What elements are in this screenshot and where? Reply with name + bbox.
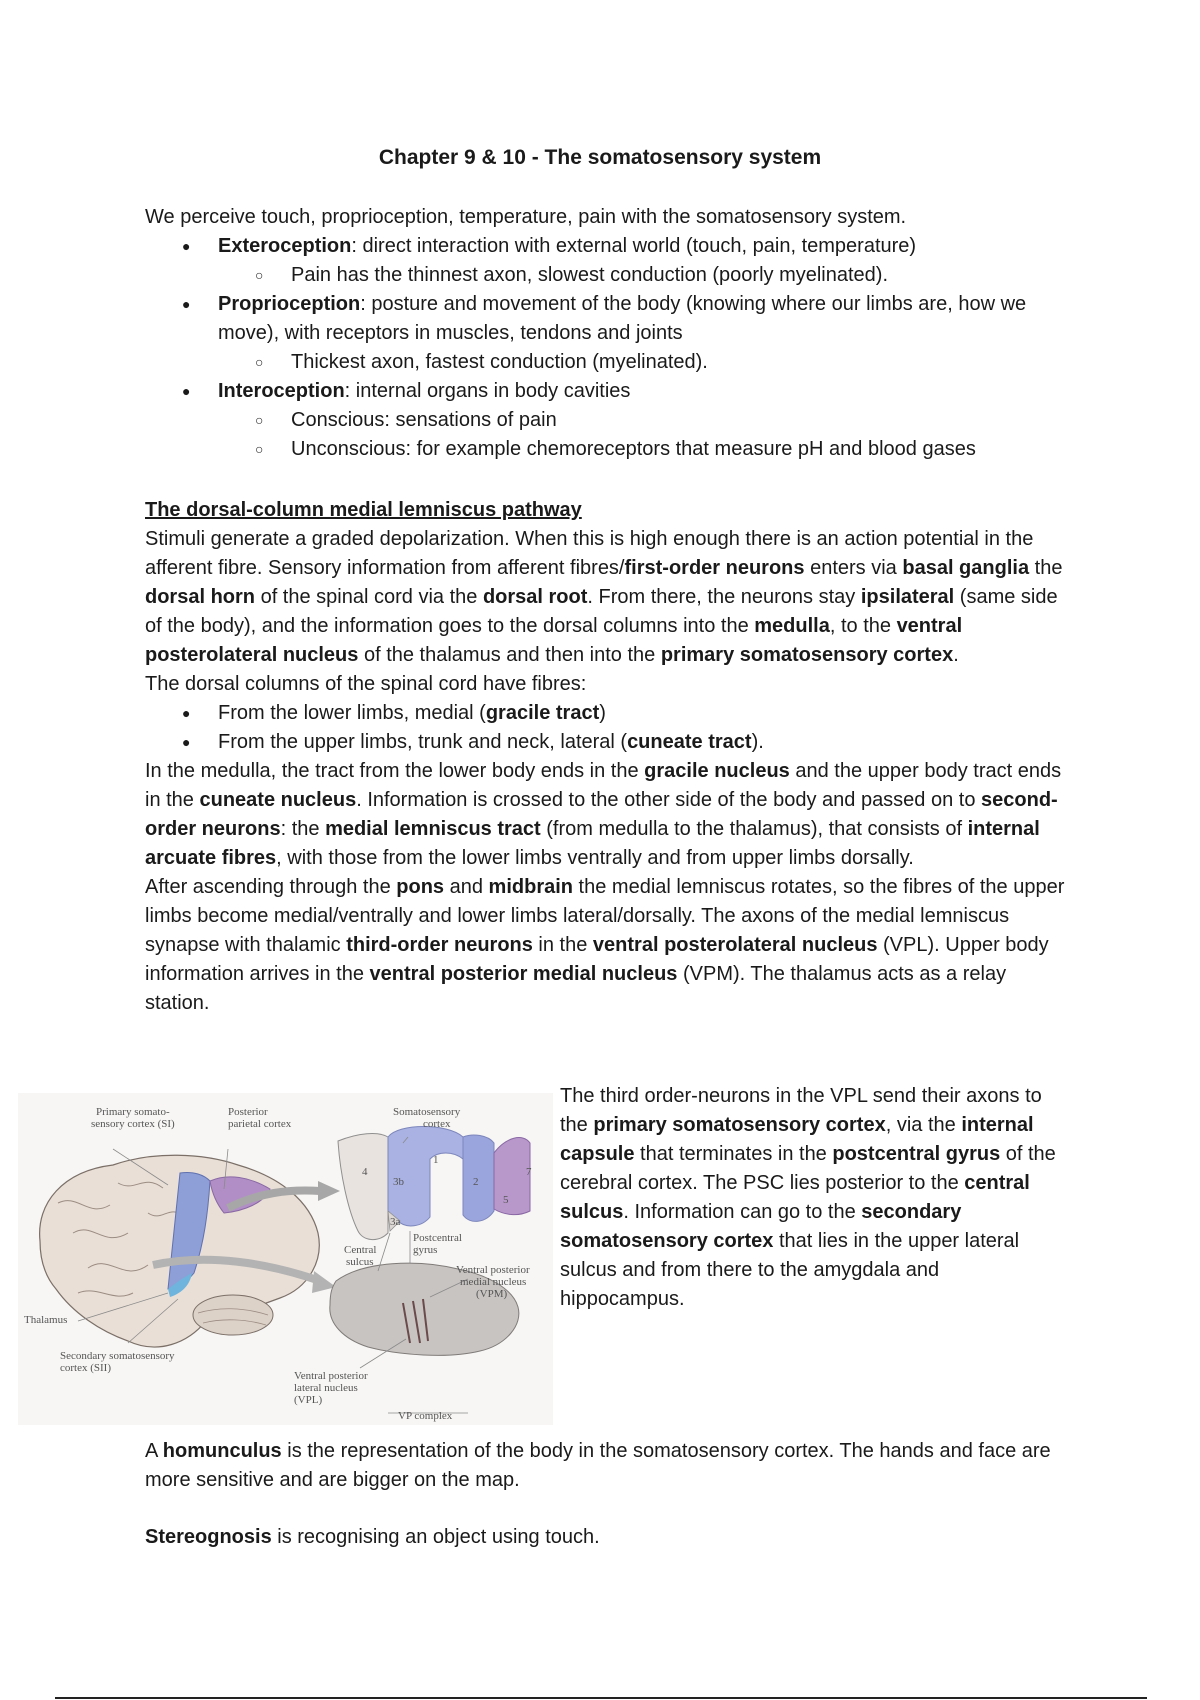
area-2-section bbox=[463, 1135, 494, 1221]
label-primary: Primary somato- bbox=[96, 1106, 170, 1118]
pathway-section bbox=[145, 496, 1065, 1018]
bold-term: ventral posterior medial nucleus bbox=[369, 963, 678, 985]
list-item bbox=[145, 290, 1065, 348]
text-run: From the upper limbs, trunk and neck, lateral ( bbox=[218, 731, 628, 753]
bold-term: dorsal root bbox=[482, 586, 588, 608]
text-run: the bbox=[1029, 557, 1063, 579]
label-vp-complex: VP complex bbox=[398, 1410, 453, 1422]
bold-term: gracile tract bbox=[485, 702, 600, 724]
text-run: of the thalamus and then into the bbox=[358, 644, 661, 666]
text-run: From the lower limbs, medial ( bbox=[218, 702, 486, 724]
label-vpl-2: lateral nucleus bbox=[294, 1382, 358, 1394]
area-5-7-section bbox=[494, 1138, 530, 1215]
label-postcentral-2: gyrus bbox=[413, 1244, 438, 1256]
list-subitem bbox=[145, 435, 1065, 464]
subitem-text: Thickest axon, fastest conduction (myelinated). bbox=[291, 351, 708, 373]
text-run: The third order-neurons in the VPL send their axons to the bbox=[560, 1085, 1042, 1136]
bold-term: postcentral gyrus bbox=[832, 1143, 1001, 1165]
text-run: and the upper body tract ends in the bbox=[145, 760, 1062, 811]
label-area-4: 4 bbox=[362, 1166, 368, 1178]
label-area-2: 2 bbox=[473, 1176, 479, 1188]
bold-term: central sulcus bbox=[560, 1172, 1030, 1223]
text-run: is the representation of the body in the somatosensory cortex. The hands and face are more sensitive and are bigger on the map. bbox=[145, 1440, 1051, 1491]
label-soma-2: cortex bbox=[423, 1118, 451, 1130]
pathway-paragraph-4 bbox=[145, 873, 1065, 1018]
text-run: (same side of the body), and the information goes to the dorsal columns into the bbox=[145, 586, 1058, 637]
pathway-paragraph-1 bbox=[145, 525, 1065, 670]
list-item-text: : internal organs in body cavities bbox=[344, 380, 631, 402]
intro-text: We perceive touch, proprioception, temperature, pain with the somatosensory system. bbox=[145, 206, 907, 228]
term-proprioception: Proprioception bbox=[218, 293, 361, 315]
bold-term: secondary somatosensory cortex bbox=[560, 1201, 962, 1252]
list-subitem bbox=[145, 406, 1065, 435]
label-secondary: Secondary somatosensory bbox=[60, 1350, 175, 1362]
label-posterior-2: parietal cortex bbox=[228, 1118, 292, 1130]
text-run: of the cerebral cortex. The PSC lies posterior to the bbox=[560, 1143, 1056, 1194]
bold-term: internal capsule bbox=[560, 1114, 1034, 1165]
label-primary-2: sensory cortex (SI) bbox=[91, 1118, 175, 1130]
text-run: (VPM). The thalamus acts as a relay station. bbox=[145, 963, 1007, 1014]
label-vpl: Ventral posterior bbox=[294, 1370, 368, 1382]
text-run: . bbox=[953, 644, 959, 666]
bold-term: ventral posterolateral nucleus bbox=[145, 615, 963, 666]
subitem-text: Conscious: sensations of pain bbox=[291, 409, 557, 431]
stereognosis-section bbox=[145, 1523, 1065, 1552]
text-run: (VPL). Upper body information arrives in the bbox=[145, 934, 1049, 985]
bold-term: ipsilateral bbox=[860, 586, 955, 608]
footer-rule bbox=[55, 1697, 1147, 1699]
bold-term: dorsal horn bbox=[145, 586, 256, 608]
homunculus-section bbox=[145, 1437, 1065, 1495]
text-run: that lies in the upper lateral sulcus and from there to the amygdala and hippocampus. bbox=[560, 1230, 1020, 1310]
vpl-paragraph bbox=[560, 1082, 1060, 1314]
list-item-text: : posture and movement of the body (knowing where our limbs are, how we move), with receptors in muscles, tendons and joints bbox=[218, 293, 1027, 344]
text-run: (from medulla to the thalamus), that consists of bbox=[540, 818, 968, 840]
text-run: that terminates in the bbox=[634, 1143, 833, 1165]
label-central-2: sulcus bbox=[346, 1256, 374, 1268]
label-soma: Somatosensory bbox=[393, 1106, 461, 1118]
text-run: . Information can go to the bbox=[623, 1201, 862, 1223]
pathway-paragraph-2: The dorsal columns of the spinal cord have fibres: bbox=[145, 673, 587, 695]
text-run: . From there, the neurons stay bbox=[587, 586, 861, 608]
label-central: Central bbox=[344, 1244, 377, 1256]
term-exteroception: Exteroception bbox=[218, 235, 352, 257]
stereognosis-paragraph bbox=[145, 1523, 1065, 1552]
list-item bbox=[145, 232, 1065, 261]
label-area-7: 7 bbox=[526, 1166, 532, 1178]
term-interoception: Interoception bbox=[218, 380, 345, 402]
text-run: . Information is crossed to the other side of the body and passed on to bbox=[356, 789, 982, 811]
list-item-text: : direct interaction with external world (touch, pain, temperature) bbox=[351, 235, 917, 257]
text-run: is recognising an object using touch. bbox=[271, 1526, 600, 1548]
homunculus-paragraph bbox=[145, 1437, 1065, 1495]
bold-term: third-order neurons bbox=[346, 934, 533, 956]
text-run: In the medulla, the tract from the lower body ends in the bbox=[145, 760, 645, 782]
label-thalamus: Thalamus bbox=[24, 1314, 68, 1326]
text-run: and bbox=[444, 876, 489, 898]
fibre-list bbox=[145, 699, 1065, 757]
list-item bbox=[145, 377, 1065, 406]
label-posterior: Posterior bbox=[228, 1106, 268, 1118]
bold-term: pons bbox=[396, 876, 445, 898]
list-item bbox=[145, 728, 1065, 757]
text-run: of the spinal cord via the bbox=[255, 586, 483, 608]
text-run: ). bbox=[751, 731, 764, 753]
bold-term: internal arcuate fibres bbox=[145, 818, 1040, 869]
label-vpl-3: (VPL) bbox=[294, 1394, 323, 1406]
pathway-paragraph-3 bbox=[145, 757, 1065, 873]
list-item bbox=[145, 699, 1065, 728]
text-run: ) bbox=[599, 702, 606, 724]
side-paragraph bbox=[560, 1082, 1060, 1314]
bold-term: Stereognosis bbox=[145, 1526, 272, 1548]
label-area-1: 1 bbox=[433, 1154, 439, 1166]
section-heading: The dorsal-column medial lemniscus pathway bbox=[145, 499, 582, 521]
text-run: the medial lemniscus rotates, so the fibres of the upper limbs become medial/ventrally and lower limbs lateral/dorsally. The axons of the medial lemniscus synapse with thalamic bbox=[145, 876, 1065, 956]
subitem-text: Unconscious: for example chemoreceptors that measure pH and blood gases bbox=[291, 438, 976, 460]
bold-term: gracile nucleus bbox=[644, 760, 790, 782]
text-run: enters via bbox=[804, 557, 903, 579]
sense-list bbox=[145, 232, 1065, 464]
page-title: Chapter 9 & 10 - The somatosensory system bbox=[378, 146, 822, 169]
text-run: , with those from the lower limbs ventrally and from upper limbs dorsally. bbox=[276, 847, 914, 869]
bold-term: cuneate tract bbox=[627, 731, 752, 753]
bold-term: medial lemniscus tract bbox=[325, 818, 541, 840]
text-run: : the bbox=[280, 818, 326, 840]
label-area-3b: 3b bbox=[393, 1176, 404, 1188]
bold-term: first-order neurons bbox=[624, 557, 805, 579]
label-area-5: 5 bbox=[503, 1194, 509, 1206]
label-vpm-3: (VPM) bbox=[476, 1288, 508, 1300]
bold-term: basal ganglia bbox=[902, 557, 1030, 579]
label-vpm-2: medial nucleus bbox=[460, 1276, 527, 1288]
bold-term: midbrain bbox=[488, 876, 573, 898]
label-postcentral: Postcentral bbox=[413, 1232, 462, 1244]
text-run: , to the bbox=[829, 615, 897, 637]
cerebellum bbox=[193, 1295, 273, 1335]
text-run: After ascending through the bbox=[145, 876, 397, 898]
text-run: A bbox=[145, 1440, 163, 1462]
bold-term: cuneate nucleus bbox=[199, 789, 357, 811]
label-secondary-2: cortex (SII) bbox=[60, 1362, 112, 1374]
text-run: Stimuli generate a graded depolarization. When this is high enough there is an action potential in the afferent fibre. Sensory information from afferent fibres/ bbox=[145, 528, 1034, 579]
text-run: , via the bbox=[885, 1114, 962, 1136]
subitem-text: Pain has the thinnest axon, slowest conduction (poorly myelinated). bbox=[291, 264, 889, 286]
bold-term: ventral posterolateral nucleus bbox=[592, 934, 878, 956]
brain-figure bbox=[18, 1093, 553, 1425]
intro-section bbox=[145, 203, 1065, 464]
text-run: in the bbox=[532, 934, 593, 956]
bold-term: second-order neurons bbox=[145, 789, 1058, 840]
label-vpm: Ventral posterior bbox=[456, 1264, 530, 1276]
bold-term: primary somatosensory cortex bbox=[593, 1114, 886, 1136]
bold-term: homunculus bbox=[162, 1440, 282, 1462]
brain-diagram bbox=[18, 1093, 553, 1425]
list-subitem bbox=[145, 348, 1065, 377]
list-subitem bbox=[145, 261, 1065, 290]
bold-term: primary somatosensory cortex bbox=[660, 644, 954, 666]
bold-term: medulla bbox=[754, 615, 830, 637]
label-area-3a: 3a bbox=[390, 1216, 401, 1228]
